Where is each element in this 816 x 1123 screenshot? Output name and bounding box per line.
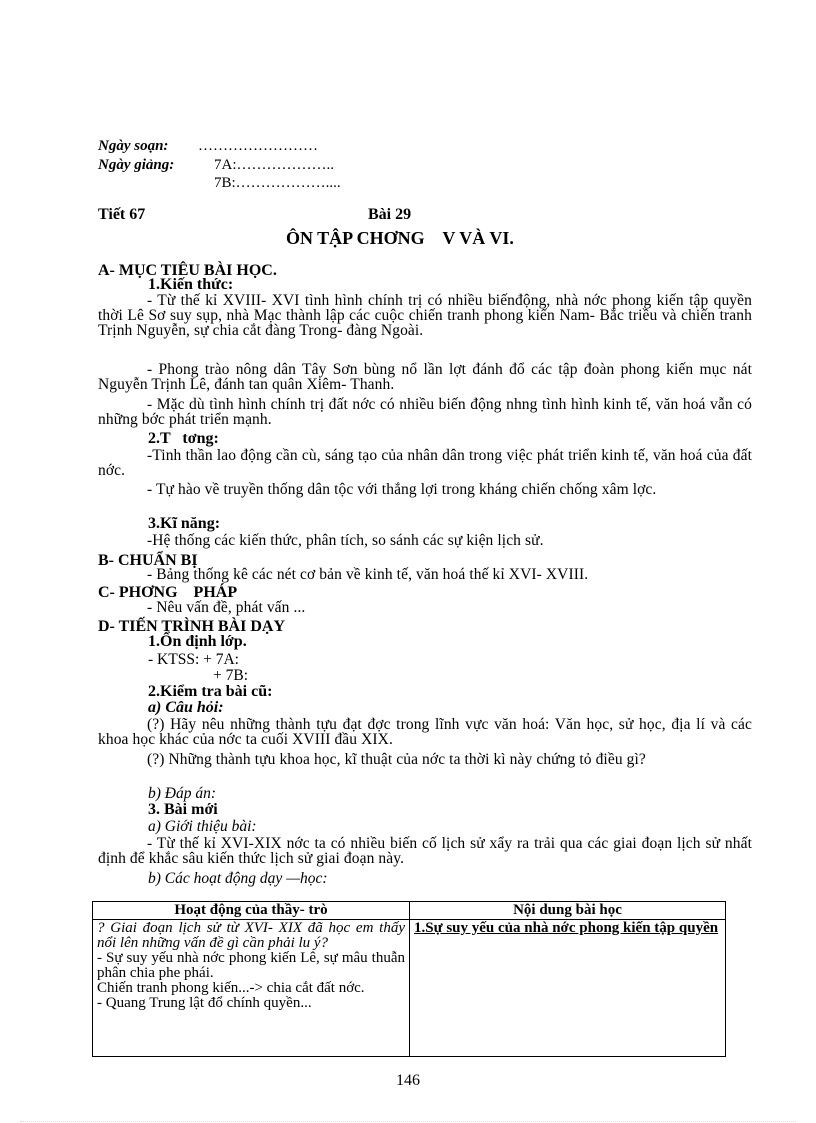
table-content-heading: 1.Sự suy yếu của nhà nớc phong kiến tập quyền	[414, 920, 719, 936]
paragraph-tu-tuong-1: -Tinh thần lao động cần cù, sáng tạo của nhân dân trong việc phát triển kinh tế, văn hoá của đất nớc.	[98, 447, 752, 479]
section-b-title: B- CHUẨN BỊ	[98, 552, 198, 569]
section-c-title: C- PHƠNG PHÁP	[98, 584, 238, 601]
paragraph-tu-tuong-2: - Tự hào về truyền thống dân tộc với thắng lợi trong kháng chiến chống xâm lợc.	[147, 481, 657, 498]
table-header-activities: Hoạt động của thầy- trò	[93, 902, 410, 920]
table-item: Chiến tranh phong kiến...-> chia cắt đất nớc.	[97, 980, 365, 996]
table-question: ? Giai đoạn lịch sử từ XVI- XIX đã học em thấy nổi lên những vấn đề gì cần phải lu ý?	[97, 920, 405, 951]
table-cell-content	[410, 920, 726, 1057]
paragraph-kien-thuc-3: - Mặc dù tình hình chính trị đất nớc có nhiều biến động nhng tình hình kinh tế, văn hoá vẫn có những bớc phát triển mạnh.	[98, 396, 752, 428]
ngay-giang-7a: 7A:………………..	[214, 157, 334, 173]
heading-on-dinh: 1.Ổn định lớp.	[148, 633, 247, 650]
ngay-soan-label: Ngày soạn:	[98, 138, 169, 154]
heading-kien-thuc: 1.Kiến thức:	[148, 276, 234, 293]
heading-kiem-tra: 2.Kiểm tra bài cũ:	[148, 683, 273, 700]
heading-hoat-dong: b) Các hoạt động dạy —học:	[148, 870, 328, 887]
ngay-soan-value: ……………………	[198, 138, 318, 154]
ngay-giang-7b: 7B:………………....	[214, 175, 341, 191]
paragraph-kien-thuc-2: - Phong trào nông dân Tây Sơn bùng nổ lần lợt đánh đổ các tập đoàn phong kiến mục nát Nguyễn Trịnh Lê, đánh tan quân Xiêm- Thanh.	[98, 361, 752, 393]
lesson-number: Bài 29	[368, 206, 412, 223]
lesson-period: Tiết 67	[98, 206, 146, 223]
paragraph-gioi-thieu: - Từ thế kỉ XVI-XIX nớc ta có nhiều biến cố lịch sử xẩy ra trải qua các giai đoạn lịch sử nhất định để khắc sâu kiến thức lịch sử giai đoạn này.	[98, 835, 752, 867]
question-2: (?) Những thành tựu khoa học, kĩ thuật của nớc ta thời kì này chứng tỏ điều gì?	[147, 751, 646, 768]
heading-gioi-thieu: a) Giới thiệu bài:	[148, 818, 257, 835]
table-item: - Quang Trung lật đổ chính quyền...	[97, 995, 312, 1011]
activity-table	[92, 901, 726, 1057]
section-a-title: A- MỤC TIÊU BÀI HỌC.	[98, 262, 277, 279]
heading-cau-hoi: a) Câu hỏi:	[148, 699, 224, 716]
heading-ki-nang: 3.Kĩ năng:	[148, 515, 221, 532]
question-1: (?) Hãy nêu những thành tựu đạt đợc trong lĩnh vực văn hoá: Văn học, sử học, địa lí và các khoa học khác của nớc ta cuối XVIII đầu XIX.	[98, 716, 752, 748]
paragraph-kien-thuc-1: - Từ thế kỉ XVIII- XVI tình hình chính trị có nhiều biếnđộng, nhà nớc phong kiến tập quyền thời Lê Sơ suy sụp, nhà Mạc thành lập các cuộc chiến tranh phong kiến Nam- Bắc triều và chiến tranh Trịnh Nguyễn, sự chia cắt đàng Trong- đàng Ngoài.	[98, 292, 752, 339]
page-number: 146	[396, 1072, 420, 1089]
paragraph-ki-nang-1: -Hệ thống các kiến thức, phân tích, so sánh các sự kiện lịch sử.	[147, 532, 544, 549]
table-item: - Sự suy yếu nhà nớc phong kiến Lê, sự mâu thuẫn phân chia phe phái.	[97, 950, 405, 981]
table-header-content: Nội dung bài học	[410, 902, 726, 920]
heading-dap-an: b) Đáp án:	[148, 785, 217, 802]
ktss-line-2: + 7B:	[213, 667, 249, 684]
paragraph-phuong-phap: - Nêu vấn đề, phát vấn ...	[147, 599, 306, 616]
heading-tu-tuong: 2.T tơng:	[148, 430, 219, 447]
heading-bai-moi: 3. Bài mới	[148, 801, 218, 818]
ngay-giang-label: Ngày giảng:	[98, 157, 175, 173]
page-divider	[20, 1121, 796, 1122]
paragraph-chuan-bi: - Bảng thống kê các nét cơ bản về kinh tế, văn hoá thế kỉ XVI- XVIII.	[147, 566, 589, 583]
ktss-line-1: - KTSS: + 7A:	[148, 651, 239, 668]
page-title: ÔN TẬP CHƠNG V VÀ VI.	[286, 228, 514, 248]
section-d-title: D- TIẾN TRÌNH BÀI DẠY	[98, 618, 285, 635]
table-cell-activities	[93, 920, 410, 1057]
